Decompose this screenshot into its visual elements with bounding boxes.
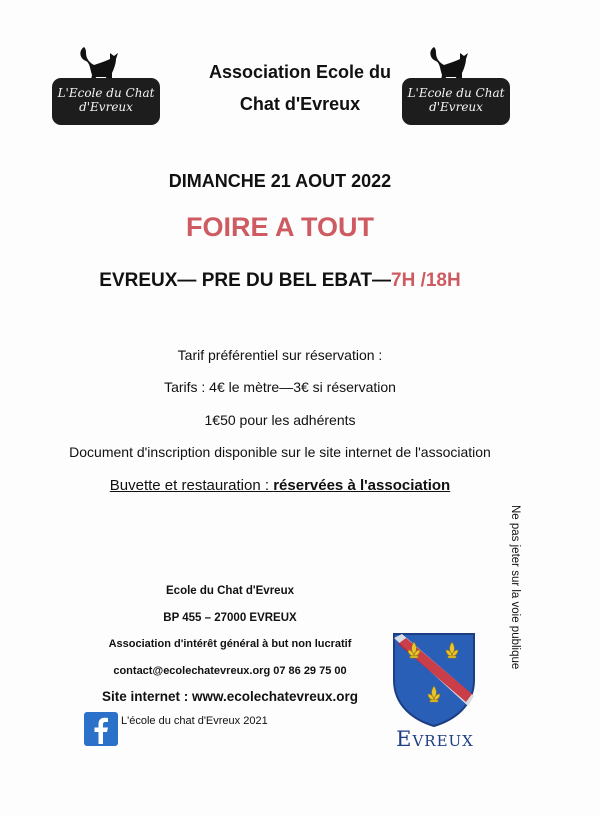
association-title: [150, 56, 450, 120]
logo-left-text-line2: d'Evreux: [79, 100, 133, 114]
logo-left-plate: [52, 78, 160, 125]
event-date: DIMANCHE 21 AOUT 2022: [168, 171, 392, 191]
pricing-line2: Tarifs : 4€ le mètre—3€ si réservation: [164, 379, 396, 395]
logo-left-text-line1: L'Ecole du Chat: [57, 86, 155, 100]
buvette-notice: [0, 477, 560, 494]
title-line2: Chat d'Evreux: [239, 94, 361, 114]
contact-org: Ecole du Chat d'Evreux: [166, 585, 294, 597]
event-hours: 7H /18H: [391, 270, 461, 291]
logo-right-text-line1: L'Ecole du Chat: [407, 86, 505, 100]
facebook-glyph: [84, 712, 118, 746]
contact-status: Association d'intérêt général à but non lucratif: [108, 638, 352, 650]
location-text: EVREUX— PRE DU BEL EBAT—: [99, 270, 392, 291]
buvette-reserved: réservées à l'association: [273, 477, 451, 494]
event-name: FOIRE A TOUT: [186, 212, 374, 242]
logo-left-text: [52, 86, 160, 114]
logo-right-text-line2: d'Evreux: [429, 100, 483, 114]
contact-email-phone[interactable]: contact@ecolechatevreux.org 07 86 29 75 00: [113, 665, 347, 677]
contact-address: BP 455 – 27000 EVREUX: [163, 612, 297, 624]
evreux-coat-of-arms: [384, 628, 484, 728]
buvette-label: Buvette et restauration :: [109, 477, 274, 494]
facebook-icon[interactable]: [84, 712, 118, 746]
side-note: Ne pas jeter sur la voie publique: [509, 505, 521, 670]
event-location: [0, 270, 560, 292]
logo-left: [52, 45, 160, 125]
facebook-page-label[interactable]: L'école du chat d'Evreux 2021: [121, 715, 268, 727]
title-line1: Association Ecole du: [208, 62, 392, 82]
registration-info: Document d'inscription disponible sur le site internet de l'association: [69, 444, 491, 460]
contact-website[interactable]: Site internet : www.ecolechatevreux.org: [101, 689, 359, 704]
pricing-line3: 1€50 pour les adhérents: [204, 412, 356, 428]
evreux-label: Evreux: [396, 727, 474, 751]
pricing-line1: Tarif préférentiel sur réservation :: [177, 347, 383, 363]
